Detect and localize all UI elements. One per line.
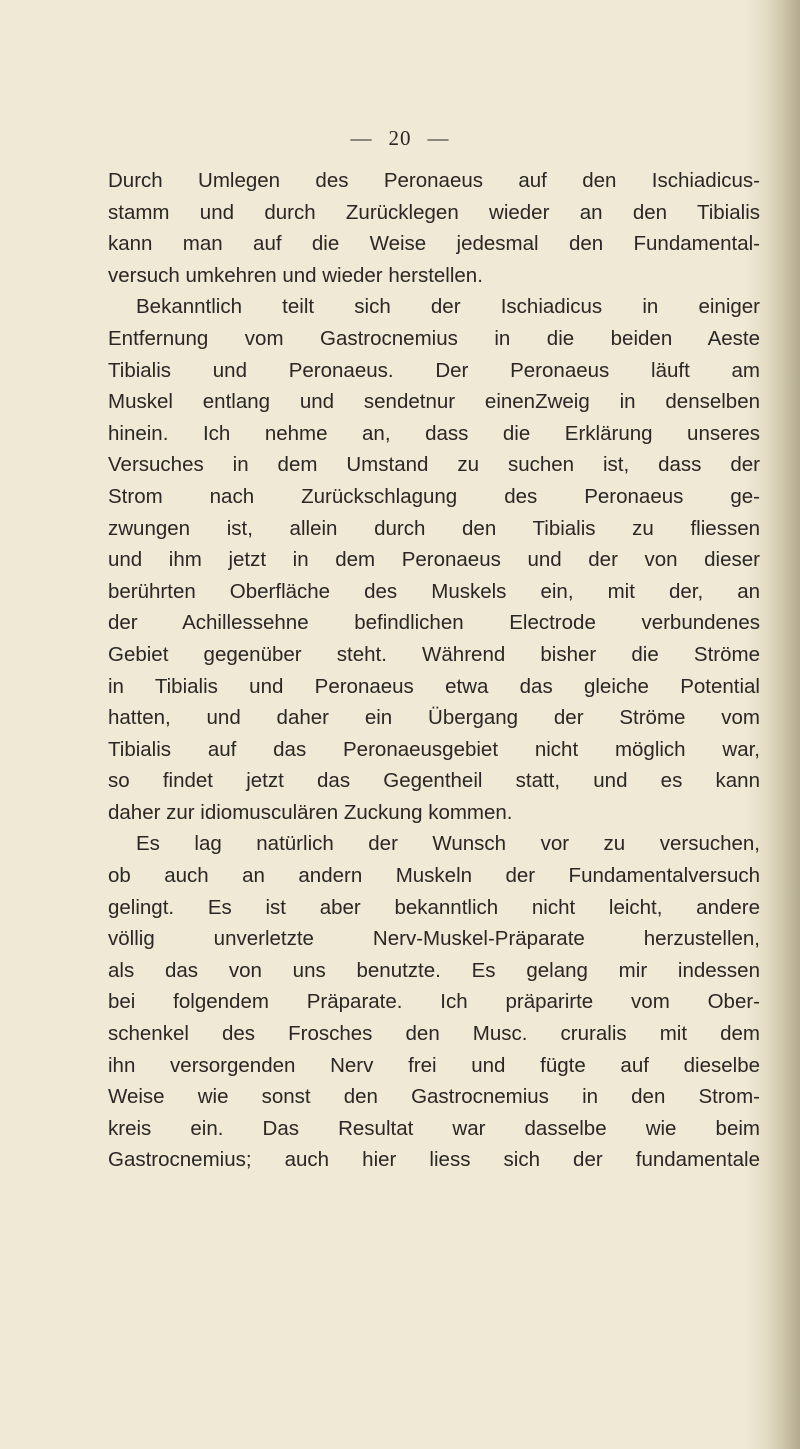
text-line: Muskel entlang und sendetnur einenZweig in denselben bbox=[108, 390, 760, 414]
text-line: Tibialis auf das Peronaeusgebiet nicht möglich war, bbox=[108, 737, 760, 761]
text-line: versuch umkehren und wieder herstellen. bbox=[108, 263, 483, 287]
text-line: so findet jetzt das Gegentheil statt, und es kann bbox=[108, 769, 760, 793]
text-line: Strom nach Zurückschlagung des Peronaeus ge- bbox=[108, 484, 760, 508]
text-line: kann man auf die Weise jedesmal den Fundamental- bbox=[108, 232, 760, 256]
text-line: Bekanntlich teilt sich der Ischiadicus in einiger bbox=[136, 295, 760, 319]
text-line: Es lag natürlich der Wunsch vor zu versuchen, bbox=[136, 832, 760, 856]
text-line: völlig unverletzte Nerv-Muskel-Präparate herzustellen, bbox=[108, 927, 760, 951]
text-line: schenkel des Frosches den Musc. cruralis mit dem bbox=[108, 1022, 760, 1046]
text-line: ihn versorgenden Nerv frei und fügte auf dieselbe bbox=[108, 1053, 760, 1077]
text-line: der Achillessehne befindlichen Electrode verbundenes bbox=[108, 611, 760, 635]
text-line: als das von uns benutzte. Es gelang mir indessen bbox=[108, 958, 760, 982]
text-line: hatten, und daher ein Übergang der Ströme vom bbox=[108, 706, 760, 730]
text-line: Gebiet gegenüber steht. Während bisher die Ströme bbox=[108, 642, 760, 666]
text-line: Gastrocnemius; auch hier liess sich der fundamentale bbox=[108, 1148, 760, 1172]
header-dash-right: — bbox=[427, 126, 450, 150]
text-line: Tibialis und Peronaeus. Der Peronaeus läuft am bbox=[108, 358, 760, 382]
text-line: und ihm jetzt in dem Peronaeus und der von dieser bbox=[108, 548, 760, 572]
page-edge-shadow bbox=[766, 0, 800, 1449]
text-line: Durch Umlegen des Peronaeus auf den Ischiadicus- bbox=[108, 169, 760, 192]
text-line: ob auch an andern Muskeln der Fundamentalversuch bbox=[108, 864, 760, 888]
text-line: stamm und durch Zurücklegen wieder an den Tibialis bbox=[108, 200, 760, 224]
text-line: bei folgendem Präparate. Ich präparirte vom Ober- bbox=[108, 990, 760, 1014]
header-dash-left: — bbox=[350, 126, 373, 150]
text-line: hinein. Ich nehme an, dass die Erklärung unseres bbox=[108, 421, 760, 445]
text-line: Entfernung vom Gastrocnemius in die beiden Aeste bbox=[108, 326, 760, 350]
text-line: berührten Oberfläche des Muskels ein, mit der, an bbox=[108, 579, 760, 603]
text-line: in Tibialis und Peronaeus etwa das gleiche Potential bbox=[108, 674, 760, 698]
text-line: Versuches in dem Umstand zu suchen ist, dass der bbox=[108, 453, 760, 477]
page-header bbox=[0, 126, 800, 151]
body-text bbox=[108, 165, 760, 1176]
text-line: zwungen ist, allein durch den Tibialis zu fliessen bbox=[108, 516, 760, 540]
text-line: kreis ein. Das Resultat war dasselbe wie beim bbox=[108, 1116, 760, 1140]
text-line: daher zur idiomusculären Zuckung kommen. bbox=[108, 800, 513, 824]
text-line: Weise wie sonst den Gastrocnemius in den Strom- bbox=[108, 1085, 760, 1109]
text-line: gelingt. Es ist aber bekanntlich nicht leicht, andere bbox=[108, 895, 760, 919]
page-number: 20 bbox=[388, 126, 412, 150]
